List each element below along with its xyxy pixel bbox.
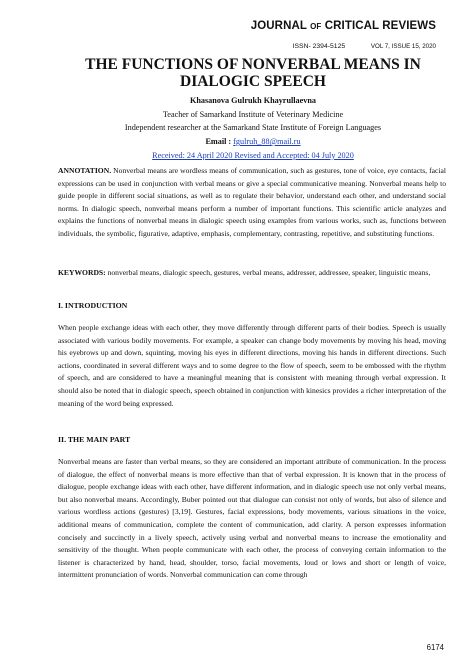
author-name: Khasanova Gulrukh Khayrullaevna: [189, 96, 317, 105]
section-heading-introduction: I. INTRODUCTION: [58, 301, 128, 310]
keywords-text: nonverbal means, dialogic speech, gestures, verbal means, addresser, addressee, speaker, linguistic means,: [105, 268, 431, 277]
email-label: Email :: [205, 137, 234, 146]
affiliation-2: Independent researcher at the Samarkand State Institute of Foreign Languages: [124, 123, 382, 132]
introduction-paragraph: When people exchange ideas with each other, they move differently through different parts of their bodies. Speech is usually associated with various bodily movements. For example, a speaker can change body movements by moving his head, moving his eyebrows up and down, squinting, moving his eyes in different directions, moving his hands in different directions. Such actions, coordinated in several different ways and to some degree to the flow of speech, seem to be embossed with the rhythm of speech, and are considered to have a meaningful meaning that is consistent with meaning through verbal expression. It should also be noted that in dialogic speech, speech obtained in conjunction with kinesics provides a richer interpretation of the meaning of the word being expressed.: [58, 323, 446, 408]
annotation-text: Nonverbal means are wordless means of communication, such as gestures, tone of voice, eye contacts, facial expressions can be used in conjunction with verbal means or give a special communicative meaning. Nonverbal means help to guide people in different social situations, as well as to regulate their behavior, understand each other, and understand social norms. In dialogic speech, nonverbal means perform a number of important functions. This scientific article analyzes and explains the functions of nonverbal means in dialogic speech using examples from various works, such as, functions between individuals, the symbolic, figurative, adaptive, emphasis, complementary, contrasting, repetitive, and substituting functions.: [58, 166, 446, 238]
page-number: 6174: [426, 643, 444, 652]
issn: ISSN- 2394-5125: [292, 43, 346, 50]
email-line: [58, 137, 448, 146]
journal-name: JOURNAL OF CRITICAL REVIEWS: [250, 20, 436, 32]
annotation-paragraph: [58, 165, 446, 241]
journal-header: [0, 20, 474, 60]
received-dates: Received: 24 April 2020 Revised and Accepted: 04 July 2020: [152, 151, 354, 160]
affiliation-1: Teacher of Samarkand Institute of Veterinary Medicine: [162, 110, 344, 119]
journal-name-of: OF: [310, 22, 322, 31]
section-heading-main-part: II. THE MAIN PART: [58, 435, 131, 444]
main-part-paragraph: Nonverbal means are faster than verbal means, so they are considered an important attribute of communication. In the process of dialogue, the effect of nonverbal means is more effective than that of verbal expression. It is known that in the process of dialogue, people exchange ideas with each other, have different information, and in dialogic speech use not only verbal means, but also nonverbal means. Accordingly, Buber pointed out that dialogue can consist not only of words, but also of silence and various wordless actions (gestures) [3,19]. Gestures, facial expressions, body movements, various situations in the voice, additional means of communication, complete the content of communication, add clarity. A person expresses information concisely and succinctly in a lively speech, actively using verbal and nonverbal means to increase the emotionality and sensitivity of the thought. When people communicate with each other, the process of conveying certain information to the listener is characterized by hand, head, shoulder, torso, facial movements, loud or lows and short or length of voice, intermittent pronunciation of words. Nonverbal communication can come through: [58, 457, 446, 580]
email-link[interactable]: fgulruh_88@mail.ru: [233, 137, 301, 146]
volume-issue: VOL 7, ISSUE 15, 2020: [370, 43, 436, 50]
annotation-label: ANNOTATION.: [58, 166, 112, 175]
paper-title: THE FUNCTIONS OF NONVERBAL MEANS IN DIALOGIC SPEECH: [85, 56, 421, 90]
keywords-paragraph: [58, 267, 446, 280]
issn-row: [293, 43, 436, 50]
keywords-label: KEYWORDS:: [58, 268, 106, 277]
